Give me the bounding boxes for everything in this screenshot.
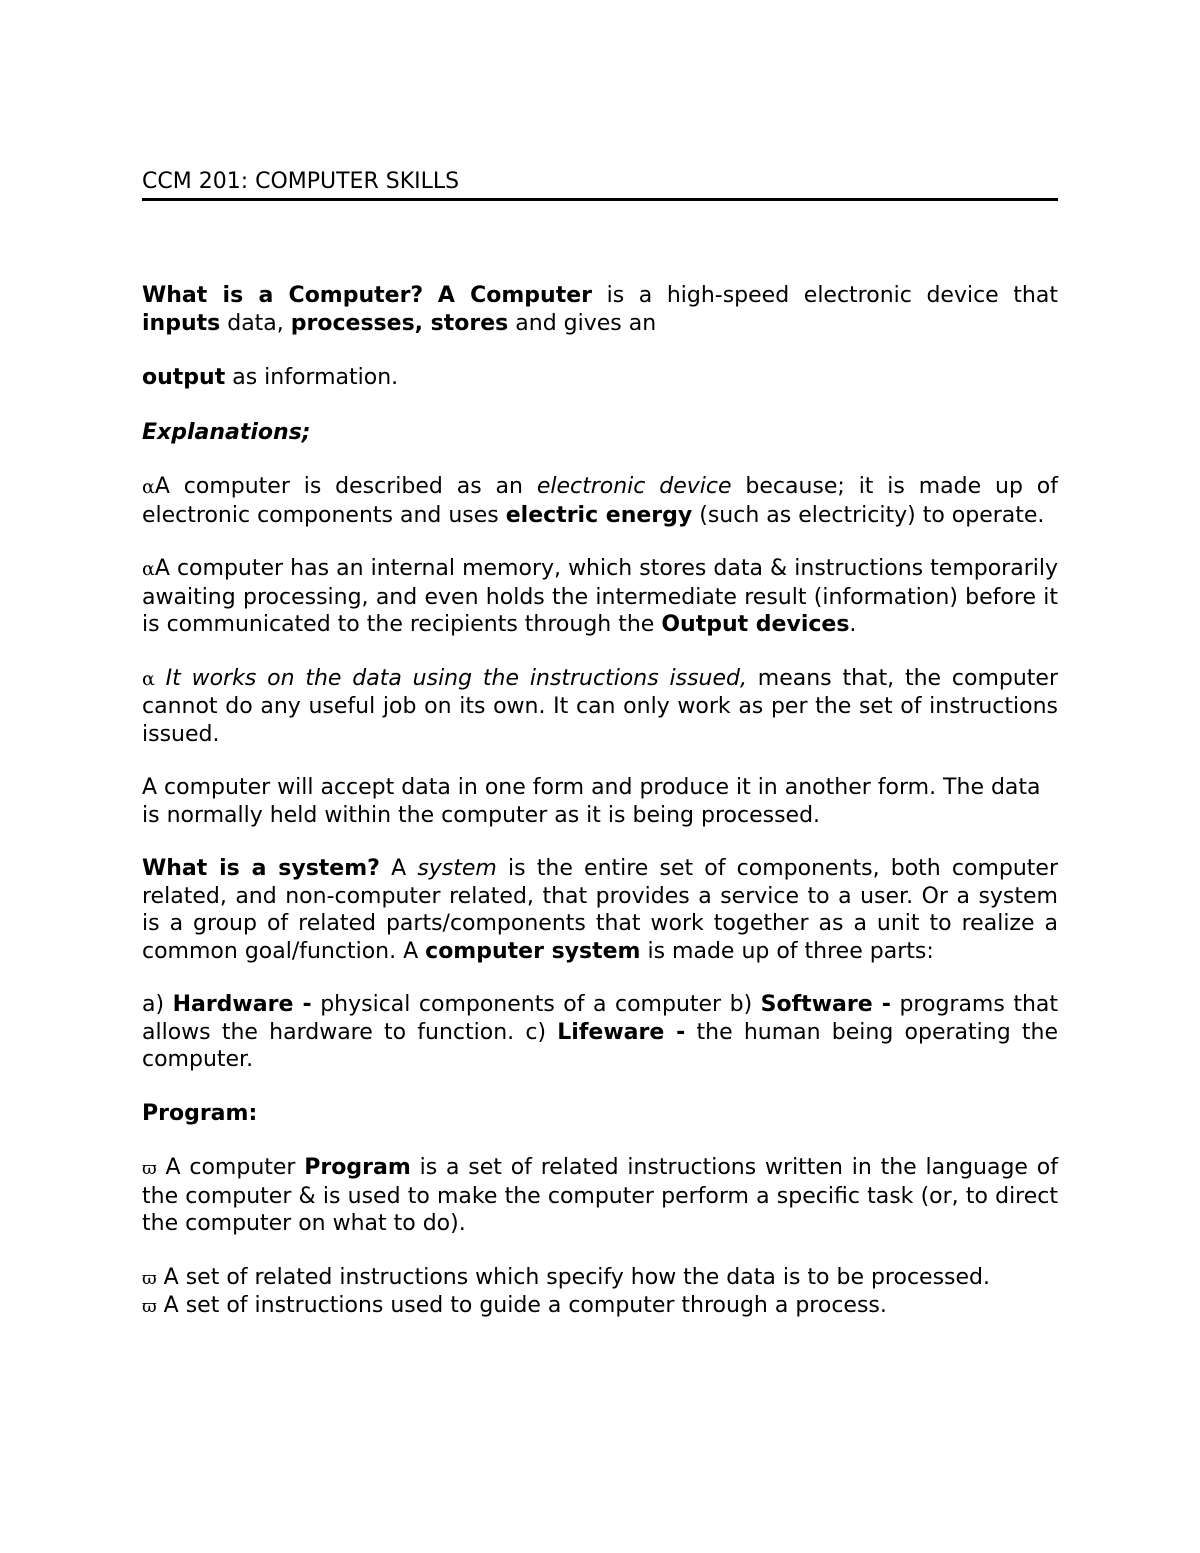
- text-run: A set of related instructions which specify how the data is to be processed.: [156, 1264, 991, 1290]
- term-program: Program: [304, 1155, 411, 1180]
- text-run: A computer: [156, 1155, 305, 1180]
- alpha-bullet-icon: α: [142, 476, 155, 498]
- text-run: programs that allows the hardware to function. c): [142, 992, 1059, 1045]
- paragraph-output: [142, 364, 1058, 392]
- varpi-bullet-icon: ϖ: [142, 1158, 157, 1179]
- text-run: is the entire set of components, both computer related, and non-computer related, that provides a service to a user. Or a system is a group of related parts/components that work together as a unit to realize a common goal/function. A: [142, 856, 1058, 964]
- text-run: .: [849, 612, 857, 637]
- text-run: because; it is made up of electronic components and uses: [142, 474, 1059, 528]
- term-electronic-device: electronic device: [536, 474, 732, 499]
- text-run: A computer has an internal memory, which stores data & instructions temporarily awaiting processing, and even holds the intermediate result (information) before it is communicated to the recipients through the: [142, 556, 1058, 637]
- question-what-is-computer: What is a Computer?: [142, 283, 424, 308]
- alpha-bullet-icon: α: [142, 667, 155, 690]
- heading-explanations: [142, 419, 1058, 447]
- term-output: output: [142, 365, 226, 390]
- term-works-on-data: It works on the data using the instructions issued,: [154, 665, 747, 691]
- paragraph-computer-definition: [142, 282, 1058, 337]
- paragraph-internal-memory: [142, 555, 1058, 639]
- text-run: is a set of related instructions written in the language of the computer & is used to make the computer perform a specific task (or, to direct the computer on what to do).: [142, 1155, 1058, 1236]
- varpi-bullet-icon: ϖ: [142, 1296, 157, 1317]
- header-rule: [142, 198, 1058, 201]
- text-run: data,: [220, 310, 291, 336]
- text-run: a): [142, 992, 173, 1017]
- page-title: CCM 201: COMPUTER SKILLS: [142, 169, 460, 194]
- term-electric-energy: electric energy: [505, 502, 693, 528]
- text-run: A computer will accept data in one form and produce it in another form. The data is normally held within the computer as it is being processed.: [142, 775, 1041, 828]
- text-run: means that, the computer cannot do any useful job on its own. It can only work as per the set of instructions issued.: [142, 665, 1058, 747]
- term-software: Software -: [760, 992, 891, 1017]
- text-run: and gives an: [508, 310, 657, 336]
- term-processes-stores: processes, stores: [290, 310, 509, 336]
- paragraph-electronic-device: [142, 473, 1058, 529]
- text-run: physical components of a computer b): [311, 992, 761, 1017]
- term-computer-system: computer system: [425, 938, 641, 964]
- term-hardware: Hardware -: [172, 992, 312, 1017]
- paragraph-system-parts: [142, 991, 1058, 1074]
- program-heading: Program:: [142, 1100, 258, 1126]
- term-system: system: [417, 856, 497, 881]
- paragraph-instructions-issued: [142, 665, 1058, 749]
- term-lifeware: Lifeware -: [557, 1019, 686, 1045]
- term-output-devices: Output devices: [661, 612, 850, 637]
- heading-program: [142, 1100, 1058, 1128]
- text-run: (such as electricity) to operate.: [692, 502, 1045, 528]
- text-run: is made up of three parts:: [640, 938, 934, 964]
- text-run: is a high-speed electronic device that: [591, 283, 1058, 308]
- text-run: A computer is described as an: [154, 474, 537, 499]
- paragraph-accept-data: [142, 774, 1058, 829]
- question-what-is-system: What is a system?: [142, 856, 380, 881]
- term-inputs: inputs: [142, 310, 221, 336]
- document-body: [142, 282, 1058, 1321]
- text-run: the human being operating the computer.: [142, 1019, 1058, 1072]
- text-run: as information.: [225, 365, 399, 390]
- paragraph-program-guide: [142, 1292, 1058, 1321]
- paragraph-program-related-instructions: [142, 1264, 1058, 1293]
- text-run: A set of instructions used to guide a computer through a process.: [156, 1293, 887, 1318]
- alpha-bullet-icon: α: [142, 558, 155, 580]
- varpi-bullet-icon: ϖ: [142, 1267, 157, 1289]
- term-a-computer: A Computer: [437, 283, 592, 308]
- paragraph-program-definition: [142, 1154, 1058, 1238]
- paragraph-system-definition: [142, 855, 1058, 965]
- text-run: A: [379, 856, 418, 881]
- explanations-heading: Explanations;: [142, 419, 311, 445]
